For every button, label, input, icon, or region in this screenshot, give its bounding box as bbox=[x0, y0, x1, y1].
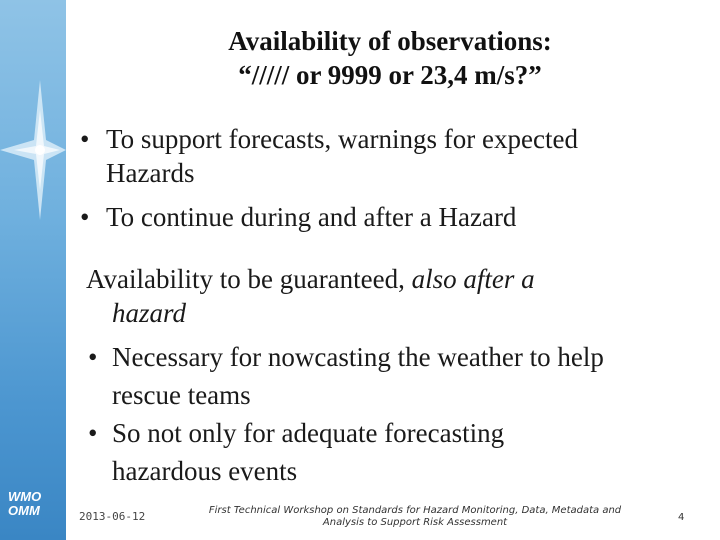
bullet-line: Necessary for nowcasting the weather to help bbox=[112, 342, 604, 372]
bottom-bullet-list bbox=[86, 338, 706, 490]
availability-paragraph bbox=[86, 262, 686, 330]
bullet-line: So not only for adequate forecasting bbox=[112, 418, 505, 448]
sidebar-decoration bbox=[0, 0, 66, 540]
paragraph-italic: also after a bbox=[411, 264, 535, 294]
paragraph-normal: Availability to be guaranteed, bbox=[86, 264, 412, 294]
bullet-line: To support forecasts, warnings for expected bbox=[106, 124, 578, 154]
bullet-line: hazardous events bbox=[112, 456, 298, 486]
list-item bbox=[86, 338, 706, 414]
top-bullet-list bbox=[78, 122, 698, 244]
wmo-logo: WMO OMM bbox=[8, 489, 42, 518]
bullet-line: To continue during and after a Hazard bbox=[106, 202, 517, 232]
bullet-line: Hazards bbox=[106, 158, 195, 188]
list-item bbox=[86, 414, 706, 490]
list-item bbox=[78, 200, 698, 234]
paragraph-italic: hazard bbox=[112, 298, 187, 328]
list-item bbox=[78, 122, 698, 190]
bullet-line: rescue teams bbox=[112, 380, 251, 410]
slide-title bbox=[100, 24, 680, 92]
footer-date: 2013-06-12 bbox=[79, 510, 146, 523]
title-line-1: Availability of observations: bbox=[228, 26, 552, 56]
compass-star-icon bbox=[0, 80, 66, 220]
page-number: 4 bbox=[678, 512, 685, 523]
title-line-2: “///// or 9999 or 23,4 m/s?” bbox=[238, 60, 542, 90]
footer-title: First Technical Workshop on Standards for Hazard Monitoring, Data, Metadata and Analysis to Support Risk Assessment bbox=[208, 505, 622, 528]
